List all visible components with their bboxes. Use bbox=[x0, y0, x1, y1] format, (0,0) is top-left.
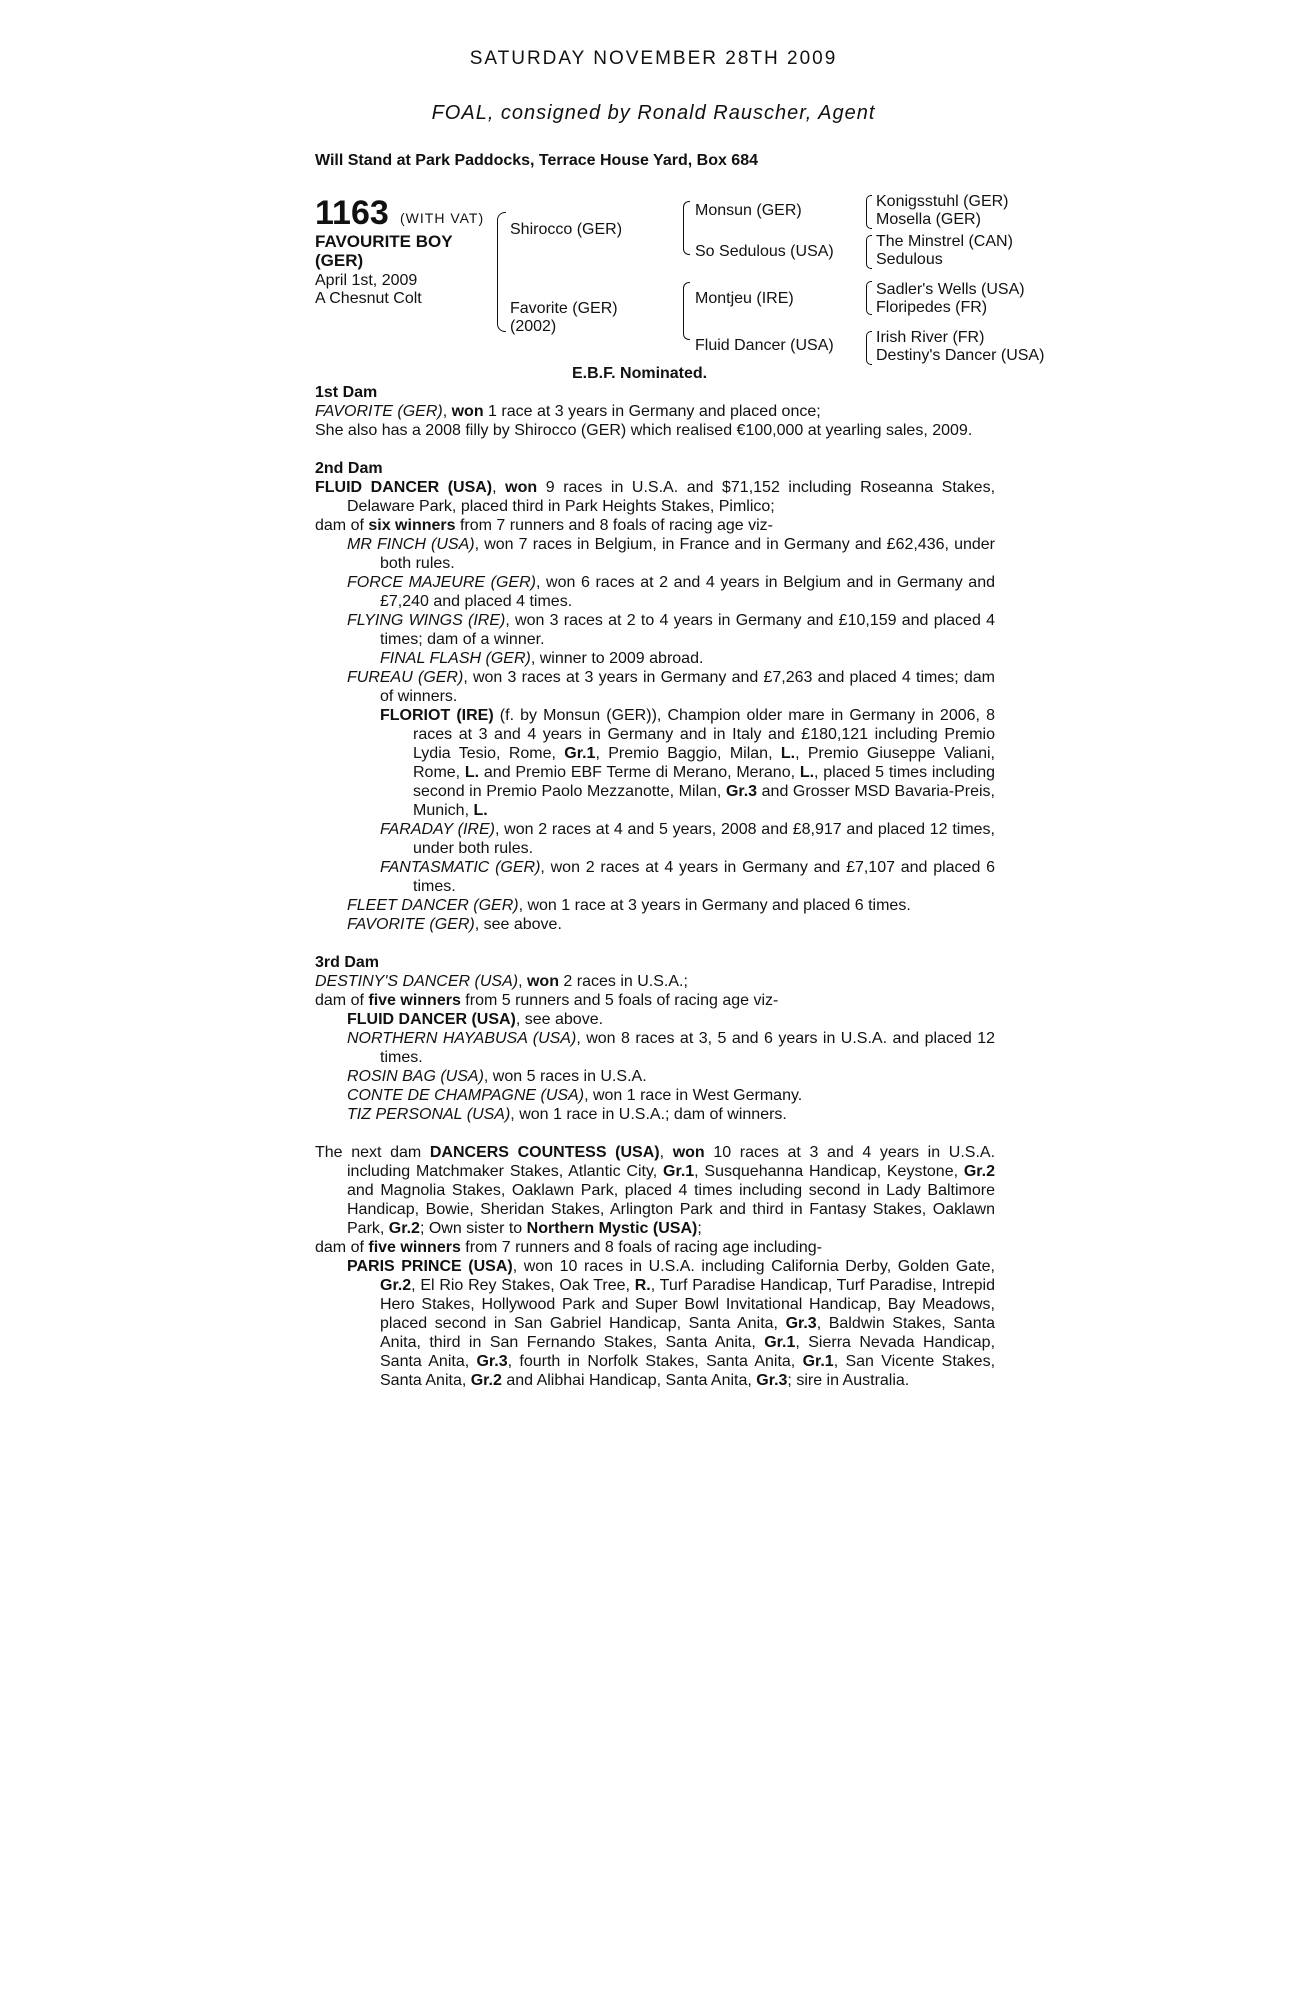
produce-name: FINAL FLASH (GER) bbox=[380, 650, 531, 667]
produce-record: and Premio EBF Terme di Merano, Merano, bbox=[479, 764, 800, 781]
dam-of-prefix: dam of bbox=[315, 1239, 369, 1256]
produce-record: , won 1 race in West Germany. bbox=[584, 1087, 803, 1104]
pedigree-ddd: Destiny's Dancer (USA) bbox=[876, 347, 1045, 364]
produce-favorite bbox=[315, 915, 995, 934]
first-dam-record: 1 race at 3 years in Germany and placed once; bbox=[483, 403, 821, 420]
lot-number: 1163 bbox=[315, 194, 389, 232]
first-dam-heading: 1st Dam bbox=[315, 384, 378, 401]
third-dam-line: DESTINY'S DANCER (USA), won 2 races in U.S.A.; bbox=[315, 973, 688, 990]
produce-rosin-bag bbox=[315, 1067, 995, 1086]
pedigree-dss: Sadler's Wells (USA) bbox=[876, 281, 1025, 298]
third-dam-dam-of bbox=[315, 991, 995, 1010]
sire-line-brace bbox=[683, 201, 690, 255]
vat-note: (WITH VAT) bbox=[400, 210, 485, 226]
pedigree-dam-year: (2002) bbox=[510, 318, 557, 335]
first-dam-produce-note: She also has a 2008 filly by Shirocco (GER) which realised €100,000 at yearling sales, 2009. bbox=[315, 422, 973, 439]
next-dam-record: and Magnolia Stakes, Oaklawn Park, placed 4 times including second in Lady Baltimore Handicap, Bowie, Sheridan Stakes, Arlington Park and third in Fantasy Stakes, Oaklawn Park, bbox=[347, 1182, 995, 1237]
foaling-date: April 1st, 2009 bbox=[315, 272, 418, 289]
pedigree-sds: The Minstrel (CAN) bbox=[876, 233, 1013, 250]
grade-label: Gr.3 bbox=[476, 1353, 508, 1370]
produce-conte-de-champagne bbox=[315, 1086, 995, 1105]
winners-count: five winners bbox=[368, 1239, 461, 1256]
next-dam-record: ; Own sister to bbox=[419, 1220, 527, 1237]
produce-record: , Sierra Nevada Handicap, Santa Anita, bbox=[380, 1334, 996, 1370]
produce-record: and Alibhai Handicap, Santa Anita, bbox=[501, 1372, 757, 1389]
winners-count: five winners bbox=[368, 992, 461, 1009]
produce-record: , won 3 races at 3 years in Germany and £7,263 and placed 4 times; dam of winners. bbox=[380, 669, 995, 705]
produce-record bbox=[315, 383, 995, 1390]
produce-name: FANTASMATIC (GER) bbox=[380, 859, 541, 876]
produce-name: FLYING WINGS (IRE) bbox=[347, 612, 506, 629]
pedigree-dd: Fluid Dancer (USA) bbox=[695, 337, 834, 354]
next-dam-record: ; bbox=[697, 1220, 702, 1237]
produce-record: (f. by Monsun (GER)), Champion older mare in Germany in 2006, 8 races at 3 and 4 years in Germany and in Italy and £180,121 including Premio Lydia Tesio, Rome, bbox=[413, 707, 995, 762]
second-dam-heading: 2nd Dam bbox=[315, 460, 383, 477]
produce-fluid-dancer bbox=[315, 1010, 995, 1029]
produce-record: , won 7 races in Belgium, in France and in Germany and £62,436, under both rules. bbox=[380, 536, 996, 572]
produce-name: FUREAU (GER) bbox=[347, 669, 464, 686]
grade-label: Gr.1 bbox=[764, 1334, 796, 1351]
consignment-line: FOAL, consigned by Ronald Rauscher, Agent bbox=[431, 102, 876, 124]
ebf-nomination: E.B.F. Nominated. bbox=[572, 365, 708, 382]
grade-label: Gr.2 bbox=[380, 1277, 412, 1294]
third-dam-record: 2 races in U.S.A.; bbox=[558, 973, 688, 990]
pedigree-ssd: Mosella (GER) bbox=[876, 211, 981, 228]
pedigree-sss: Konigsstuhl (GER) bbox=[876, 193, 1009, 210]
spacer bbox=[315, 934, 995, 953]
second-dam-name: FLUID DANCER (USA) bbox=[315, 479, 493, 496]
pedigree-dam: Favorite (GER) bbox=[510, 300, 618, 317]
grade-label: Gr.3 bbox=[725, 783, 758, 800]
grade-label: Gr.2 bbox=[963, 1163, 995, 1180]
foaling-info bbox=[315, 272, 422, 308]
sire-dam-brace bbox=[497, 212, 506, 332]
dam-of-prefix: dam of bbox=[315, 517, 369, 534]
listed-label: L. bbox=[799, 764, 815, 781]
produce-final-flash bbox=[315, 649, 995, 668]
separator: , bbox=[659, 1144, 673, 1161]
third-dam-name: DESTINY'S DANCER (USA) bbox=[315, 973, 519, 990]
pedigree-sire: Shirocco (GER) bbox=[510, 221, 623, 238]
produce-fantasmatic bbox=[315, 858, 995, 896]
first-dam-name: FAVORITE (GER) bbox=[315, 403, 443, 420]
second-dam-dam-of bbox=[315, 516, 995, 535]
restricted-label: R. bbox=[634, 1277, 651, 1294]
produce-record: , Turf Paradise Handicap, Turf Paradise, Intrepid Hero Stakes, Hollywood Park and Super Bowl Invitational Handicap, Bay Meadows, placed second in San Gabriel Handicap, Santa Anita, bbox=[380, 1277, 995, 1332]
next-dam-line bbox=[315, 1143, 995, 1238]
dam-of-suffix: from 5 runners and 5 foals of racing age viz- bbox=[460, 992, 779, 1009]
dam-of-suffix: from 7 runners and 8 foals of racing age viz- bbox=[455, 517, 774, 534]
produce-record: , won 1 race at 3 years in Germany and placed 6 times. bbox=[518, 897, 911, 914]
third-dam-won: won bbox=[526, 973, 559, 990]
produce-paris-prince bbox=[315, 1257, 995, 1390]
produce-record: , won 5 races in U.S.A. bbox=[483, 1068, 647, 1085]
listed-label: L. bbox=[780, 745, 796, 762]
pedigree-dsd: Floripedes (FR) bbox=[876, 299, 988, 316]
produce-name: CONTE DE CHAMPAGNE (USA) bbox=[347, 1087, 585, 1104]
third-dam-heading: 3rd Dam bbox=[315, 954, 380, 971]
pedigree-sd: So Sedulous (USA) bbox=[695, 243, 834, 260]
grade-label: Gr.1 bbox=[564, 745, 596, 762]
pedigree-sdd: Sedulous bbox=[876, 251, 943, 268]
dd-brace bbox=[866, 331, 872, 365]
pedigree-ss: Monsun (GER) bbox=[695, 202, 802, 219]
produce-record: , San Vicente Stakes, Santa Anita, bbox=[380, 1353, 996, 1389]
next-dam-record: 10 races at 3 and 4 years in U.S.A. including Matchmaker Stakes, Atlantic City, bbox=[347, 1144, 996, 1180]
produce-name: TIZ PERSONAL (USA) bbox=[347, 1106, 511, 1123]
produce-record: , won 8 races at 3, 5 and 6 years in U.S.A. and placed 12 times. bbox=[380, 1030, 996, 1066]
produce-name: NORTHERN HAYABUSA (USA) bbox=[347, 1030, 577, 1047]
produce-name: FLEET DANCER (GER) bbox=[347, 897, 519, 914]
produce-name: MR FINCH (USA) bbox=[347, 536, 475, 553]
produce-record: , El Rio Rey Stakes, Oak Tree, bbox=[411, 1277, 635, 1294]
produce-name: FORCE MAJEURE (GER) bbox=[347, 574, 536, 591]
produce-name: ROSIN BAG (USA) bbox=[347, 1068, 484, 1085]
spacer bbox=[315, 1124, 995, 1143]
first-dam-line: FAVORITE (GER), won 1 race at 3 years in Germany and placed once; bbox=[315, 403, 821, 420]
grade-label: Gr.2 bbox=[470, 1372, 502, 1389]
sale-date: SATURDAY NOVEMBER 28TH 2009 bbox=[469, 48, 838, 69]
produce-record: , placed 5 times including second in Premio Paolo Mezzanotte, Milan, bbox=[413, 764, 995, 800]
ds-brace bbox=[866, 281, 872, 315]
produce-record: and Grosser MSD Bavaria-Preis, Munich, bbox=[413, 783, 996, 819]
second-dam-won: won bbox=[505, 479, 538, 496]
produce-fureau bbox=[315, 668, 995, 706]
sister-name: Northern Mystic (USA) bbox=[526, 1220, 698, 1237]
produce-record: , see above. bbox=[474, 916, 562, 933]
sd-brace bbox=[866, 235, 872, 269]
produce-record: , winner to 2009 abroad. bbox=[530, 650, 704, 667]
spacer bbox=[315, 440, 995, 459]
stand-location: Will Stand at Park Paddocks, Terrace House Yard, Box 684 bbox=[315, 152, 758, 169]
produce-fleet-dancer bbox=[315, 896, 995, 915]
second-dam-line: FLUID DANCER (USA), won 9 races in U.S.A. and $71,152 including Roseanna Stakes, Delaware Park, placed third in Park Heights Stakes, Pimlico; bbox=[315, 479, 996, 515]
produce-name: PARIS PRINCE (USA) bbox=[347, 1258, 513, 1275]
grade-label: Gr.2 bbox=[388, 1220, 420, 1237]
next-dam-dam-of bbox=[315, 1238, 995, 1257]
listed-label: L. bbox=[464, 764, 480, 781]
produce-record: ; sire in Australia. bbox=[787, 1372, 910, 1389]
next-dam-name: DANCERS COUNTESS (USA) bbox=[429, 1144, 660, 1161]
first-dam-won: won bbox=[451, 403, 484, 420]
winners-count: six winners bbox=[368, 517, 456, 534]
produce-name: FARADAY (IRE) bbox=[380, 821, 495, 838]
grade-label: Gr.3 bbox=[756, 1372, 788, 1389]
produce-mr-finch bbox=[315, 535, 995, 573]
produce-northern-hayabusa bbox=[315, 1029, 995, 1067]
produce-flying-wings bbox=[315, 611, 995, 649]
grade-label: Gr.3 bbox=[785, 1315, 817, 1332]
produce-faraday bbox=[315, 820, 995, 858]
produce-force-majeure bbox=[315, 573, 995, 611]
produce-record: , Premio Giuseppe Valiani, Rome, bbox=[413, 745, 995, 781]
next-dam-record: , Susquehanna Handicap, Keystone, bbox=[694, 1163, 964, 1180]
produce-name: FLORIOT (IRE) bbox=[380, 707, 494, 724]
produce-record: , Baldwin Stakes, Santa Anita, third in San Fernando Stakes, Santa Anita, bbox=[380, 1315, 996, 1351]
produce-floriot bbox=[315, 706, 995, 820]
produce-tiz-personal bbox=[315, 1105, 995, 1124]
produce-record: , see above. bbox=[515, 1011, 604, 1028]
ss-brace bbox=[866, 195, 872, 229]
produce-record: , won 10 races in U.S.A. including California Derby, Golden Gate, bbox=[512, 1258, 995, 1275]
produce-name: FAVORITE (GER) bbox=[347, 916, 475, 933]
horse-name: FAVOURITE BOY (GER) bbox=[315, 232, 453, 270]
dam-of-suffix: from 7 runners and 8 foals of racing age including- bbox=[460, 1239, 822, 1256]
dam-of-prefix: dam of bbox=[315, 992, 369, 1009]
produce-name: FLUID DANCER (USA) bbox=[347, 1011, 516, 1028]
pedigree-ds: Montjeu (IRE) bbox=[695, 290, 794, 307]
produce-record: , won 1 race in U.S.A.; dam of winners. bbox=[510, 1106, 787, 1123]
produce-record: , won 6 races at 2 and 4 years in Belgium and in Germany and £7,240 and placed 4 times. bbox=[380, 574, 996, 610]
produce-record: , Premio Baggio, Milan, bbox=[595, 745, 781, 762]
grade-label: Gr.1 bbox=[802, 1353, 834, 1370]
dam-line-brace bbox=[683, 282, 690, 340]
horse-description: A Chesnut Colt bbox=[315, 290, 422, 307]
produce-record: , won 3 races at 2 to 4 years in Germany and £10,159 and placed 4 times; dam of a winner. bbox=[380, 612, 995, 648]
produce-record: , won 2 races at 4 and 5 years, 2008 and £8,917 and placed 12 times, under both rules. bbox=[413, 821, 995, 857]
produce-record: , fourth in Norfolk Stakes, Santa Anita, bbox=[507, 1353, 803, 1370]
pedigree-dds: Irish River (FR) bbox=[876, 329, 985, 346]
grade-label: Gr.1 bbox=[663, 1163, 695, 1180]
next-dam-prefix: The next dam bbox=[315, 1144, 430, 1161]
produce-record: , won 2 races at 4 years in Germany and £7,107 and placed 6 times. bbox=[413, 859, 995, 895]
next-dam-won: won bbox=[672, 1144, 705, 1161]
second-dam-record: 9 races in U.S.A. and $71,152 including Roseanna Stakes, Delaware Park, placed third in Park Heights Stakes, Pimlico; bbox=[347, 479, 996, 515]
listed-label: L. bbox=[473, 802, 488, 819]
